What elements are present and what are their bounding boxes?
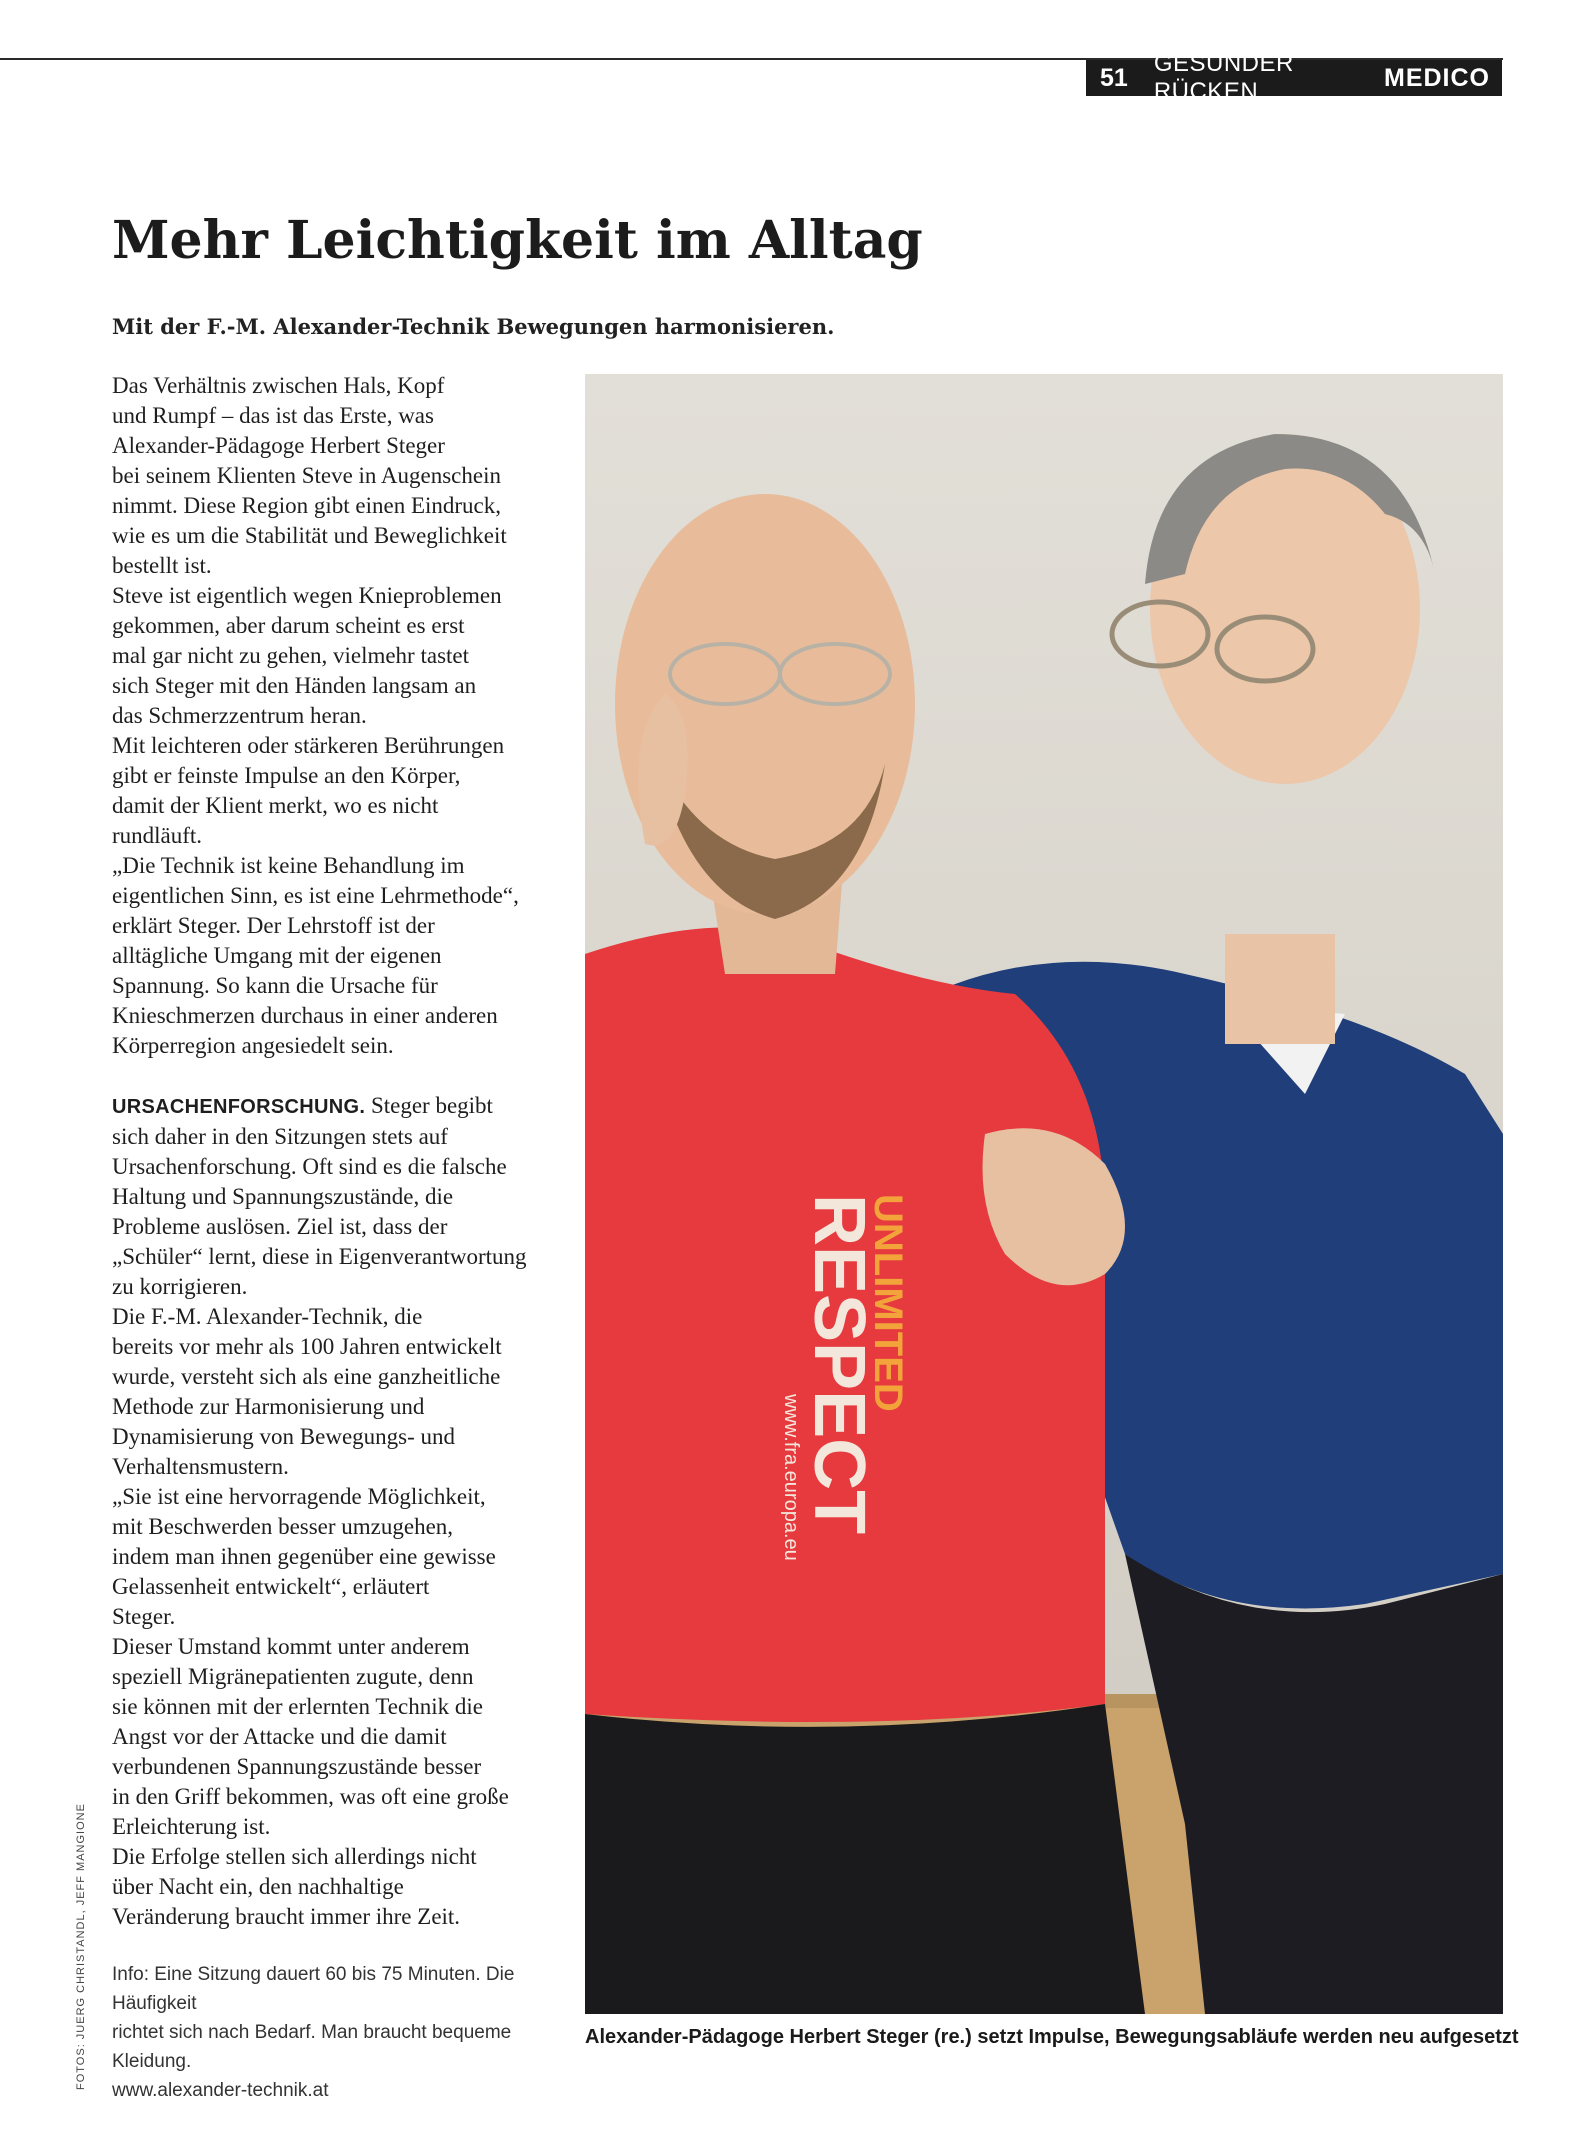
article-body (112, 371, 570, 1932)
section2-text: Steger begibt sich daher in den Sitzungen stets auf Ursachenforschung. Oft sind es die falsche Haltung und Spannungszustände, die Probleme auslösen. Ziel ist, dass der „Schüler“ lernt, diese in Eigenverantwortung zu korrigieren. Die F.-M. Alexander-Technik, die bereits vor mehr als 100 Jahren entwickelt wurde, versteht sich als eine ganzheitliche Methode zur Harmonisierung und Dynamisierung von Bewegungs- und Verhaltensmustern. „Sie ist eine hervorragende Möglichkeit, mit Beschwerden besser umzugehen, indem man ihnen gegenüber eine gewisse Gelassenheit entwickelt“, erläutert Steger. Dieser Umstand kommt unter anderem speziell Migränepatienten zugute, denn sie können mit der erlernten Technik die Angst vor der Attacke und die damit verbundenen Spannungszustände besser in den Griff bekommen, was oft eine große Erleichterung ist. Die Erfolge stellen sich allerdings nicht über Nacht ein, den nachhaltige Veränderung braucht immer ihre Zeit. (112, 1093, 527, 1929)
shirt-print-url: www.fra.europa.eu (780, 1394, 802, 1561)
magazine-name: MEDICO (1384, 63, 1490, 92)
info-text: Info: Eine Sitzung dauert 60 bis 75 Minuten. Die Häufigkeit richtet sich nach Bedarf. Man braucht bequeme Kleidung. www.alexander-technik.at (112, 1964, 515, 2101)
photo-credit: FOTOS: JUERG CHRISTANDL, JEFF MANGIONE (75, 1803, 87, 2090)
page-number: 51 (1100, 63, 1128, 92)
article-subtitle: Mit der F.-M. Alexander-Technik Bewegungen harmonisieren. (112, 314, 835, 339)
article-title: Mehr Leichtigkeit im Alltag (112, 210, 923, 271)
section2-paragraph (112, 1091, 570, 1932)
paragraph-gap (112, 1061, 570, 1091)
shirt-print-unlimited: UNLIMITED (866, 1194, 910, 1412)
photo-illustration (585, 374, 1503, 2014)
section-label: GESUNDER RÜCKEN (1153, 50, 1294, 105)
page-header (1086, 50, 1502, 105)
shirt-print-respect: RESPECT (799, 1194, 879, 1535)
section2-heading: URSACHENFORSCHUNG. (112, 1096, 366, 1118)
article-photo (585, 374, 1503, 2014)
intro-paragraph: Das Verhältnis zwischen Hals, Kopf und Rumpf – das ist das Erste, was Alexander-Pädagoge Herbert Steger bei seinem Klienten Steve in Augenschein nimmt. Diese Region gibt einen Eindruck, wie es um die Stabilität und Beweglichkeit bestellt ist. Steve ist eigentlich wegen Knieproblemen gekommen, aber darum scheint es erst mal gar nicht zu gehen, vielmehr tastet sich Steger mit den Händen langsam an das Schmerzzentrum heran. Mit leichteren oder stärkeren Berührungen gibt er feinste Impulse an den Körper, damit der Klient merkt, wo es nicht rundläuft. „Die Technik ist keine Behandlung im eigentlichen Sinn, es ist eine Lehrmethode“, erklärt Steger. Der Lehrstoff ist der alltägliche Umgang mit der eigenen Spannung. So kann die Ursache für Knieschmerzen durchaus in einer anderen Körperregion angesiedelt sein. (112, 373, 519, 1058)
photo-caption: Alexander-Pädagoge Herbert Steger (re.) setzt Impulse, Bewegungsabläufe werden neu aufgesetzt (585, 2026, 1519, 2048)
info-box (112, 1960, 582, 2105)
